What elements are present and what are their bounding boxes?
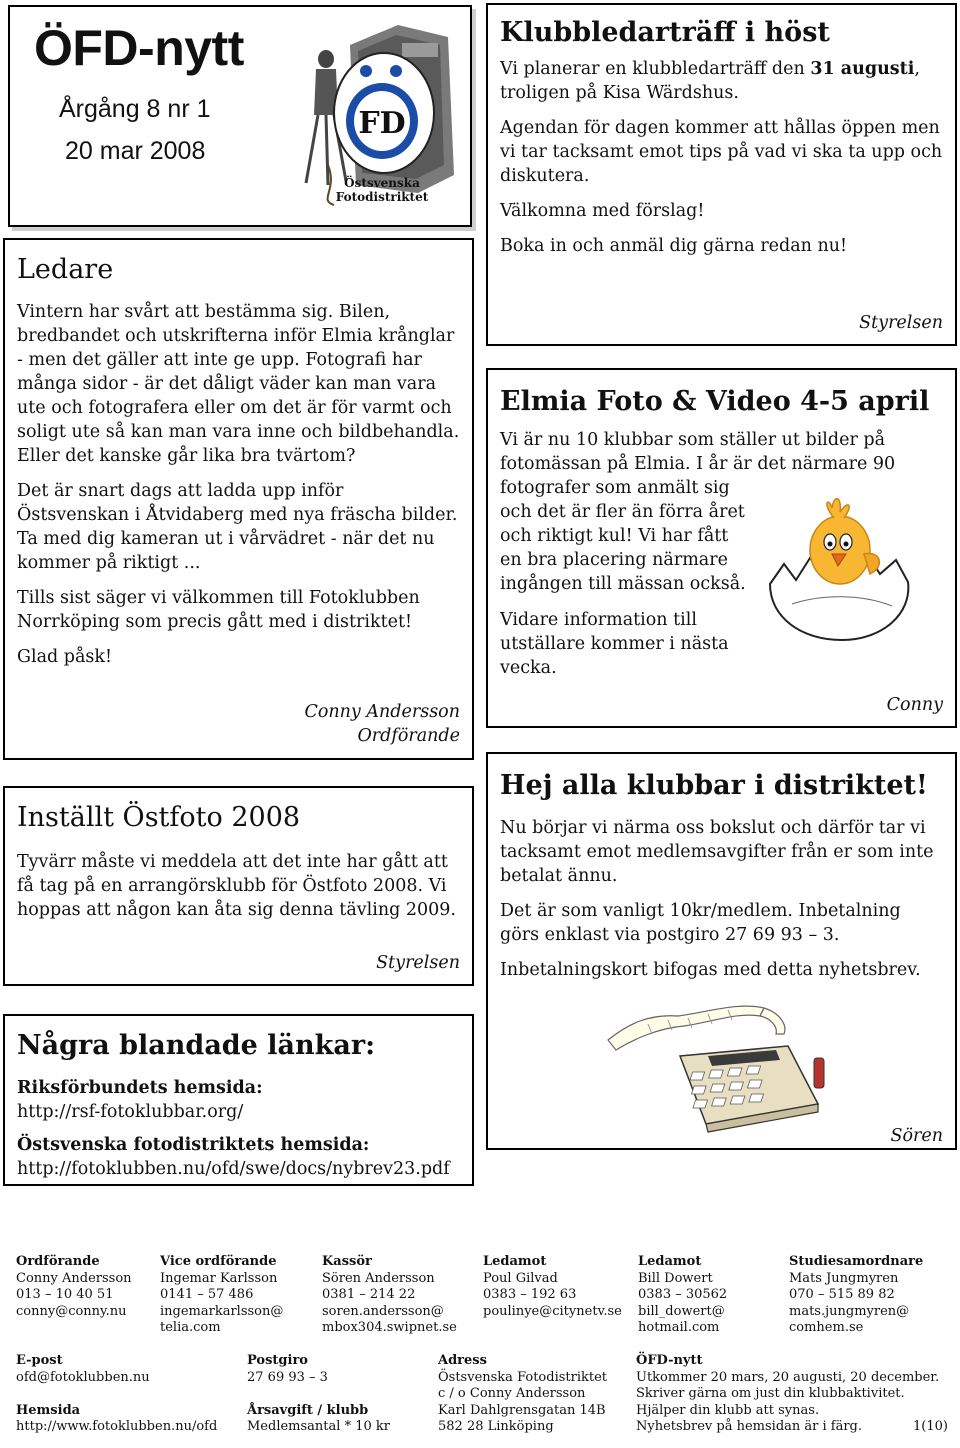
logo-caption-line1: Östsvenska (344, 176, 420, 190)
board-email: telia.com (160, 1320, 221, 1335)
ofd-camera-logo-icon (298, 15, 458, 211)
board-line: 070 – 515 89 82 (789, 1287, 895, 1302)
board-email: poulinye@citynetv.se (483, 1303, 622, 1319)
board-email: mats.jungmyren@ (789, 1303, 910, 1319)
epost-value: ofd@fotoklubben.nu (16, 1369, 150, 1385)
adress-line: 582 28 Linköping (438, 1419, 554, 1434)
ostfoto-paragraph: Tyvärr måste vi meddela att det inte har gått att få tag på en arrangörsklubb för Östfoto 2008. Vi hoppas att någon kan åta sig denna tävling 2009. (17, 852, 456, 921)
klubbledar-heading: Klubbledarträff i höst (500, 17, 830, 48)
ledare-signature-name: Conny Andersson (304, 702, 460, 722)
board-role: Ledamot (638, 1254, 702, 1269)
klubbledar-p1-after: , troligen på Kisa Wärdshus. (500, 59, 920, 104)
epost-label: E-post (16, 1353, 63, 1368)
issue-date: 20 mar 2008 (65, 137, 206, 165)
elmia-box (486, 368, 957, 728)
klubbledar-box (486, 3, 957, 346)
klubbledar-date: 31 augusti (810, 59, 915, 80)
hej-paragraph-1: Nu börjar vi närma oss bokslut och därför tar vi tacksamt emot medlemsavgifter från er som inte betalat ännu. (500, 818, 934, 887)
elmia-line-1: Vi är nu 10 klubbar som ställer ut bilder på (500, 430, 886, 451)
elmia-line-10: vecka. (500, 658, 557, 679)
ledare-box (3, 238, 474, 760)
adress-line: Östsvenska Fotodistriktet (438, 1369, 608, 1385)
footer-board-1 (16, 1254, 132, 1320)
klubbledar-paragraph-3: Välkomna med förslag! (500, 201, 705, 222)
klubbledar-paragraph-2: Agendan för dagen kommer att hållas öppen men vi tar tacksamt emot tips på vad vi ska ta upp och diskutera. (500, 118, 943, 187)
hej-box (486, 752, 957, 1150)
postgiro-value: 27 69 93 – 3 (247, 1369, 328, 1385)
link-ofd[interactable]: http://fotoklubben.nu/ofd/swe/docs/nybrev23.pdf (17, 1159, 450, 1180)
board-line: 0383 – 30562 (638, 1287, 728, 1302)
arsavgift-value: Medlemsantal * 10 kr (247, 1419, 390, 1434)
adress-label: Adress (438, 1353, 487, 1368)
ostfoto-box (3, 786, 474, 986)
elmia-heading: Elmia Foto & Video 4-5 april (500, 386, 930, 417)
klubbledar-paragraph-1 (500, 57, 943, 105)
logo-letters: FD (358, 106, 406, 141)
board-role: Ledamot (483, 1254, 547, 1269)
arsavgift-label: Årsavgift / klubb (247, 1402, 369, 1418)
hej-heading: Hej alla klubbar i distriktet! (500, 770, 928, 801)
board-email: comhem.se (789, 1320, 864, 1335)
adding-machine-icon (588, 994, 828, 1134)
board-line: 0383 – 192 63 (483, 1287, 577, 1302)
board-line: Conny Andersson (16, 1270, 132, 1286)
ledare-signature-title: Ordförande (357, 726, 460, 746)
elmia-line-3: fotografer som anmält sig (500, 478, 730, 499)
board-line: Bill Dowert (638, 1270, 713, 1286)
footer-ofd-nytt (636, 1353, 939, 1436)
board-email: bill_dowert@ (638, 1303, 725, 1319)
footer-board-3 (322, 1254, 457, 1337)
elmia-signature: Conny (886, 695, 943, 715)
footer-board-2 (160, 1254, 283, 1337)
board-line: 0381 – 214 22 (322, 1287, 416, 1302)
links-heading: Några blandade länkar: (17, 1030, 376, 1061)
board-role: Ordförande (16, 1254, 100, 1269)
ofd-nytt-line: Skriver gärna om just din klubbaktivitet. (636, 1386, 905, 1401)
hemsida-value: http://www.fotoklubben.nu/ofd (16, 1419, 218, 1434)
ostfoto-signature: Styrelsen (376, 953, 460, 973)
issue-number: Årgång 8 nr 1 (59, 95, 211, 123)
ostfoto-heading: Inställt Östfoto 2008 (17, 802, 301, 833)
footer-contact (16, 1353, 217, 1436)
board-line: 0141 – 57 486 (160, 1287, 254, 1302)
board-role: Studiesamordnare (789, 1254, 924, 1269)
ofd-nytt-line: Nyhetsbrev på hemsidan är i färg. (636, 1419, 863, 1434)
elmia-line-4: och det är fler än förra året (500, 502, 745, 523)
board-line: Mats Jungmyren (789, 1270, 899, 1286)
board-email: mbox304.swipnet.se (322, 1320, 457, 1335)
board-line: Ingemar Karlsson (160, 1270, 278, 1286)
board-email: ingemarkarlsson@ (160, 1303, 284, 1319)
link-label-rsf: Riksförbundets hemsida: (17, 1078, 263, 1099)
board-line: Sören Andersson (322, 1270, 435, 1286)
board-line: Poul Gilvad (483, 1270, 558, 1286)
ofd-nytt-line: Hjälper din klubb att synas. (636, 1402, 820, 1418)
page-number: 1(10) (913, 1419, 948, 1434)
newsletter-title: ÖFD-nytt (34, 20, 244, 76)
board-email: conny@conny.nu (16, 1303, 127, 1319)
hej-paragraph-2: Det är som vanligt 10kr/medlem. Inbetalning görs enklast via postgiro 27 69 93 – 3. (500, 901, 901, 946)
footer-adress (438, 1353, 607, 1436)
klubbledar-signature: Styrelsen (859, 313, 943, 333)
hej-paragraph-3: Inbetalningskort bifogas med detta nyhetsbrev. (500, 960, 921, 981)
link-label-ofd: Östsvenska fotodistriktets hemsida: (17, 1135, 370, 1156)
postgiro-label: Postgiro (247, 1353, 308, 1368)
klubbledar-p1-before: Vi planerar en klubbledarträff den (500, 59, 811, 80)
link-rsf[interactable]: http://rsf-fotoklubbar.org/ (17, 1102, 244, 1123)
board-email: hotmail.com (638, 1320, 720, 1335)
hej-signature: Sören (890, 1126, 943, 1146)
hemsida-label: Hemsida (16, 1402, 81, 1418)
elmia-line-8: Vidare information till (500, 610, 697, 631)
board-line: 013 – 10 40 51 (16, 1287, 114, 1302)
ledare-paragraph-4: Glad påsk! (17, 647, 113, 668)
ofd-nytt-label: ÖFD-nytt (636, 1353, 703, 1368)
footer-board-4 (483, 1254, 622, 1320)
chick-in-eggshell-icon (762, 494, 922, 644)
ledare-paragraph-3: Tills sist säger vi välkommen till Fotoklubben Norrköping som precis gått med i distriktet! (17, 588, 420, 633)
footer-board-5 (638, 1254, 727, 1337)
footer-postgiro (247, 1353, 390, 1436)
ledare-paragraph-2: Det är snart dags att ladda upp inför Östsvenskan i Åtvidaberg med nya fräscha bilder. Ta med dig kameran ut i vårvädret - när det nu kommer på riktigt ... (17, 481, 458, 574)
adress-line: c / o Conny Andersson (438, 1386, 586, 1401)
board-role: Kassör (322, 1254, 372, 1269)
board-role: Vice ordförande (160, 1254, 277, 1269)
elmia-line-2: fotomässan på Elmia. I år är det närmare 90 (500, 454, 896, 475)
ledare-heading: Ledare (17, 254, 114, 285)
ofd-nytt-line: Utkommer 20 mars, 20 augusti, 20 december. (636, 1369, 940, 1385)
elmia-line-6: en bra placering närmare (500, 550, 728, 571)
klubbledar-paragraph-4: Boka in och anmäl dig gärna redan nu! (500, 236, 848, 257)
elmia-line-7: ingången till mässan också. (500, 574, 746, 595)
ledare-paragraph-1: Vintern har svårt att bestämma sig. Bilen, bredbandet och utskrifterna inför Elmia krånglar - men det gäller att inte ge upp. Fotografi har många sidor - är det dåligt väder kan man vara ute och fotografera eller om det är för varmt och soligt ute så kan man vara inne och bildbehandla. Eller det kanske går lika bra tvärtom? (17, 302, 460, 467)
links-box (3, 1014, 474, 1186)
logo-caption-line2: Fotodistriktet (335, 190, 429, 204)
footer-board-6 (789, 1254, 923, 1337)
adress-line: Karl Dahlgrensgatan 14B (438, 1402, 606, 1418)
board-email: soren.andersson@ (322, 1303, 444, 1319)
elmia-line-5: och riktigt kul! Vi har fått (500, 526, 729, 547)
masthead (8, 5, 472, 227)
elmia-line-9: utställare kommer i nästa (500, 634, 729, 655)
